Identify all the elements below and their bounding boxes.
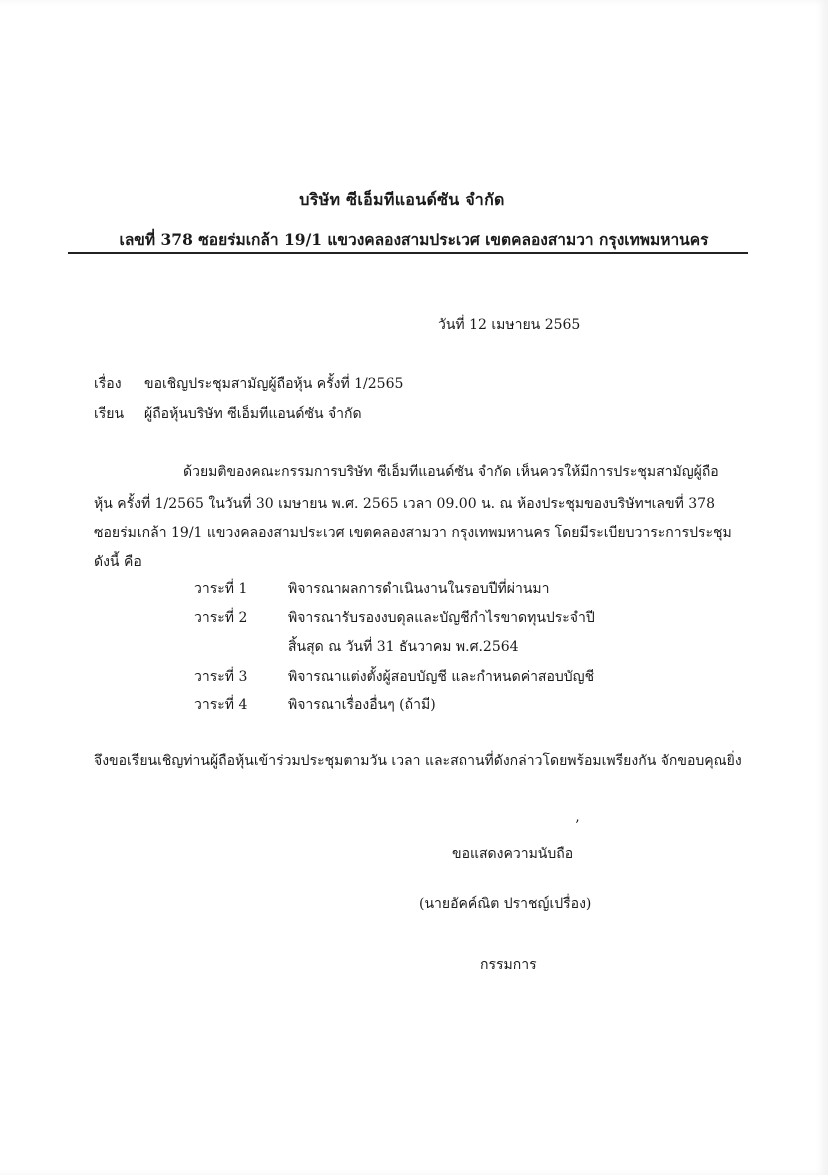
subject-label: เรื่อง — [94, 376, 122, 392]
agenda-item-4 — [194, 694, 436, 716]
agenda-text: พิจารณารับรองงบดุลและบัญชีกำไรขาดทุนประจำปี — [288, 610, 595, 626]
closing-sentence: จึงขอเรียนเชิญท่านผู้ถือหุ้นเข้าร่วมประชุมตามวัน เวลา และสถานที่ดังกล่าวโดยพร้อมเพรียงกัน จักขอบคุณยิ่ง — [94, 753, 742, 769]
agenda-label: วาระที่ 1 — [194, 581, 248, 597]
signer-name: (นายอัคค์ณิต ปราชญ์เปรื่อง) — [419, 896, 592, 912]
agenda-text: พิจารณาแต่งตั้งผู้สอบบัญชี และกำหนดค่าสอบบัญชี — [288, 669, 595, 685]
recipient-text: ผู้ถือหุ้นบริษัท ซีเอ็มทีแอนด์ซัน จำกัด — [144, 406, 362, 422]
subject-text: ขอเชิญประชุมสามัญผู้ถือหุ้น ครั้งที่ 1/2565 — [144, 376, 404, 392]
agenda-label: วาระที่ 2 — [194, 610, 248, 626]
agenda-label: วาระที่ 4 — [194, 697, 248, 713]
signature-mark: ’ — [575, 818, 580, 834]
header-divider — [68, 252, 748, 254]
company-name: บริษัท ซีเอ็มทีแอนด์ซัน จำกัด — [299, 190, 505, 209]
agenda-item-1 — [194, 578, 550, 600]
agenda-item-2-continuation: สิ้นสุด ณ วันที่ 31 ธันวาคม พ.ศ.2564 — [288, 639, 519, 655]
body-line-4: ดังนี้ คือ — [94, 554, 142, 570]
body-line-2: หุ้น ครั้งที่ 1/2565 ในวันที่ 30 เมษายน พ.ศ. 2565 เวลา 09.00 น. ณ ห้องประชุมของบริษัทฯเลขที่ 378 — [94, 496, 715, 512]
agenda-text: พิจารณาผลการดำเนินงานในรอบปีที่ผ่านมา — [288, 581, 550, 597]
regards-text: ขอแสดงความนับถือ — [452, 846, 574, 862]
body-line-1: ด้วยมติของคณะกรรมการบริษัท ซีเอ็มทีแอนด์ซัน จำกัด เห็นควรให้มีการประชุมสามัญผู้ถือ — [183, 464, 719, 480]
letter-date: วันที่ 12 เมษายน 2565 — [438, 317, 581, 333]
agenda-item-3 — [194, 666, 594, 688]
subject-row — [94, 373, 403, 395]
agenda-label: วาระที่ 3 — [194, 669, 248, 685]
signer-title: กรรมการ — [480, 957, 537, 973]
agenda-item-2 — [194, 607, 595, 629]
company-address: เลขที่ 378 ซอยร่มเกล้า 19/1 แขวงคลองสามประเวศ เขตคลองสามวา กรุงเทพมหานคร — [119, 230, 709, 249]
agenda-text: พิจารณาเรื่องอื่นๆ (ถ้ามี) — [288, 697, 436, 713]
recipient-row — [94, 403, 362, 425]
recipient-label: เรียน — [94, 406, 125, 422]
body-line-3: ซอยร่มเกล้า 19/1 แขวงคลองสามประเวศ เขตคลองสามวา กรุงเทพมหานคร โดยมีระเบียบวาระการประชุม — [94, 525, 732, 541]
